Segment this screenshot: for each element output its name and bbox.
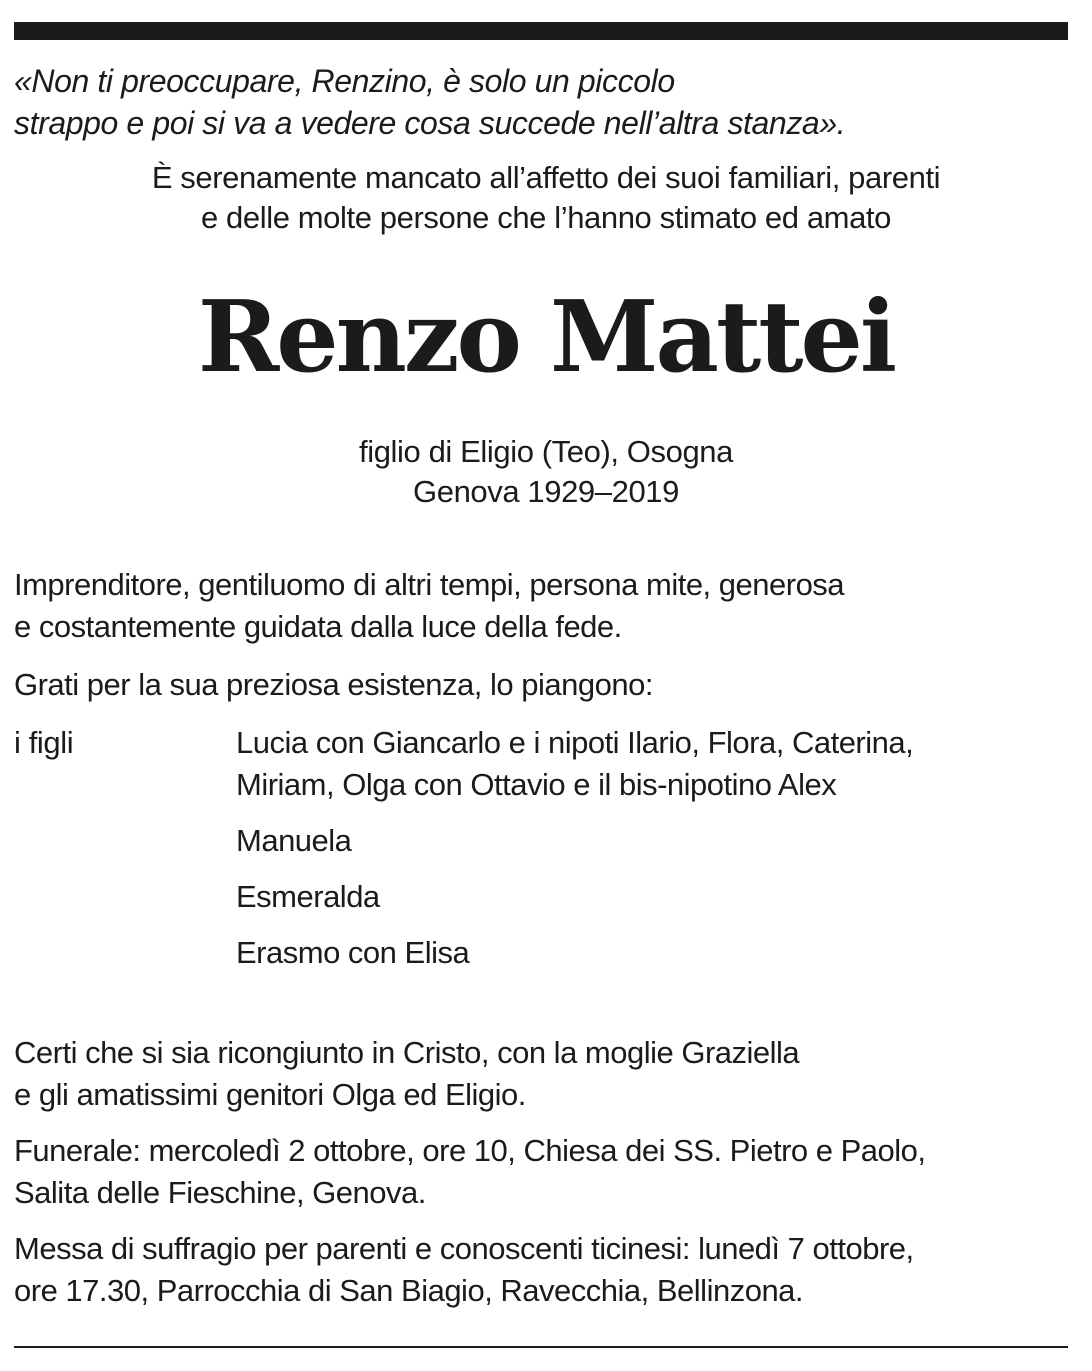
epigraph-quote xyxy=(14,60,1074,144)
mourners-intro: Grati per la sua preziosa esistenza, lo piangono: xyxy=(14,667,653,702)
deceased-details xyxy=(0,432,1092,512)
quote-line-1: «Non ti preoccupare, Renzino, è solo un piccolo xyxy=(14,63,675,99)
children-entry: Miriam, Olga con Ottavio e il bis-nipotino Alex xyxy=(236,767,837,802)
parentage: figlio di Eligio (Teo), Osogna xyxy=(359,434,733,469)
intro-line-2: e delle molte persone che l’hanno stimato ed amato xyxy=(201,200,891,235)
mass-paragraph xyxy=(14,1228,1074,1312)
deceased-name: Renzo Mattei xyxy=(197,280,895,395)
children-entry: Lucia con Giancarlo e i nipoti Ilario, Flora, Caterina, xyxy=(236,725,914,760)
top-rule xyxy=(14,22,1068,40)
reunion-paragraph xyxy=(14,1032,1074,1116)
funeral-line-1: Funerale: mercoledì 2 ottobre, ore 10, Chiesa dei SS. Pietro e Paolo, xyxy=(14,1133,926,1168)
description-paragraph xyxy=(14,564,1074,648)
children-entry: Manuela xyxy=(236,823,352,858)
funeral-paragraph xyxy=(14,1130,1074,1214)
funeral-line-2: Salita delle Fieschine, Genova. xyxy=(14,1175,426,1210)
reunion-line-2: e gli amatissimi genitori Olga ed Eligio. xyxy=(14,1077,526,1112)
reunion-line-1: Certi che si sia ricongiunto in Cristo, con la moglie Graziella xyxy=(14,1035,800,1070)
intro-line-1: È serenamente mancato all’affetto dei suoi familiari, parenti xyxy=(151,160,941,195)
children-list xyxy=(236,722,913,974)
bottom-rule xyxy=(14,1346,1068,1348)
announcement-intro xyxy=(0,158,1092,238)
children-entry: Erasmo con Elisa xyxy=(236,935,470,970)
dates: Genova 1929–2019 xyxy=(413,474,679,509)
children-entry: Esmeralda xyxy=(236,879,380,914)
description-line-2: e costantemente guidata dalla luce della fede. xyxy=(14,609,622,644)
mass-line-1: Messa di suffragio per parenti e conoscenti ticinesi: lunedì 7 ottobre, xyxy=(14,1231,914,1266)
mass-line-2: ore 17.30, Parrocchia di San Biagio, Ravecchia, Bellinzona. xyxy=(14,1273,804,1308)
quote-line-2: strappo e poi si va a vedere cosa succede nell’altra stanza». xyxy=(14,105,846,141)
description-line-1: Imprenditore, gentiluomo di altri tempi, persona mite, generosa xyxy=(14,567,845,602)
children-label: i figli xyxy=(14,725,74,760)
